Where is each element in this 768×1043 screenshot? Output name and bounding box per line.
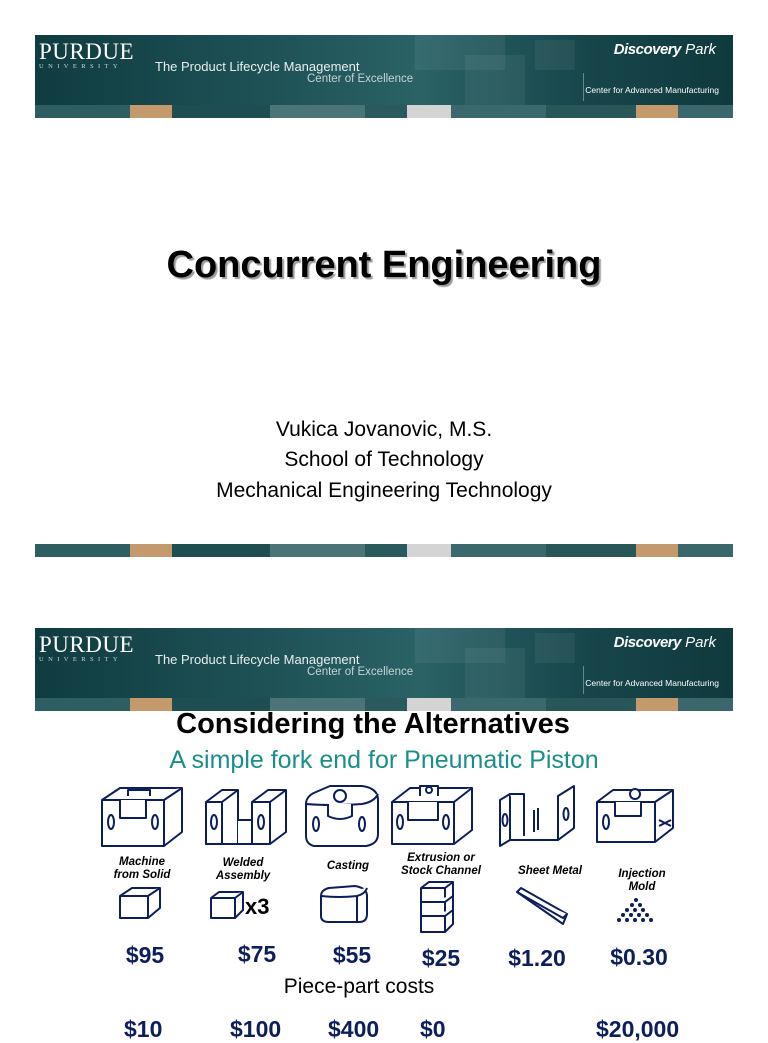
plate-stock-icon	[209, 890, 245, 920]
price-casting: $55	[332, 942, 372, 968]
purdue-logo-sub: UNIVERSITY	[39, 63, 122, 70]
purdue-logo: PURDUE	[39, 632, 135, 657]
casting-blank-icon	[319, 884, 369, 924]
center-name-line2: Center of Excellence	[307, 73, 414, 85]
author-department: Mechanical Engineering Technology	[216, 479, 552, 502]
header-banner-2	[35, 628, 733, 698]
author-school: School of Technology	[284, 448, 484, 471]
tooling-cost-injection: $20,000	[596, 1016, 680, 1042]
footer-color-strip	[35, 544, 733, 557]
partner-subtitle: Center for Advanced Manufacturing	[585, 678, 719, 688]
slide2-title: Considering the Alternatives	[176, 708, 570, 740]
solid-block-icon	[118, 886, 162, 920]
price-extrusion: $25	[421, 945, 461, 971]
tooling-cost-casting: $400	[328, 1016, 380, 1042]
sheet-metal-fork-icon	[494, 782, 584, 852]
molded-fork-icon	[593, 782, 683, 852]
channel-stock-icon	[417, 880, 457, 934]
quantity-multiplier: x3	[245, 894, 270, 919]
extruded-fork-icon	[388, 782, 478, 852]
welded-fork-icon	[202, 782, 292, 852]
slide1-title: Concurrent Engineering	[166, 244, 602, 286]
price-injection: $0.30	[610, 944, 668, 970]
author-name: Vukica Jovanovic, M.S.	[275, 418, 493, 441]
discovery-park-logo: Discovery Park	[613, 41, 716, 58]
label-welded-assembly: Welded Assembly	[215, 857, 271, 882]
tooling-cost-welded: $100	[230, 1016, 282, 1042]
purdue-logo-sub: UNIVERSITY	[39, 656, 122, 663]
center-name-line2: Center of Excellence	[307, 666, 414, 678]
label-extrusion: Extrusion or Stock Channel	[401, 852, 481, 877]
purdue-logo: PURDUE	[39, 39, 135, 64]
partner-subtitle: Center for Advanced Manufacturing	[585, 85, 719, 95]
banner-divider	[583, 666, 584, 694]
sheet-strip-icon	[515, 886, 569, 926]
machined-fork-icon	[98, 782, 188, 852]
center-name-line1: The Product Lifecycle Management	[155, 652, 360, 667]
label-injection-mold: Injection Mold	[618, 868, 666, 893]
cast-fork-icon	[300, 782, 390, 852]
header-banner	[35, 35, 733, 105]
plastic-pellets-icon	[614, 896, 658, 924]
price-welded: $75	[237, 941, 277, 967]
price-machine: $95	[125, 942, 165, 968]
price-sheet-metal: $1.20	[508, 945, 566, 971]
slide2-subtitle: A simple fork end for Pneumatic Piston	[169, 746, 599, 774]
label-sheet-metal: Sheet Metal	[518, 865, 582, 877]
banner-color-strip	[35, 105, 733, 118]
discovery-park-logo: Discovery Park	[613, 634, 716, 651]
banner-divider	[583, 73, 584, 101]
center-name-line1: The Product Lifecycle Management	[155, 59, 360, 74]
piece-part-costs-caption: Piece-part costs	[283, 975, 435, 998]
label-machine-from-solid: Machine from Solid	[113, 856, 171, 881]
label-casting: Casting	[326, 860, 370, 872]
tooling-cost-extrusion: $0	[420, 1016, 446, 1042]
tooling-cost-machine: $10	[124, 1016, 163, 1042]
